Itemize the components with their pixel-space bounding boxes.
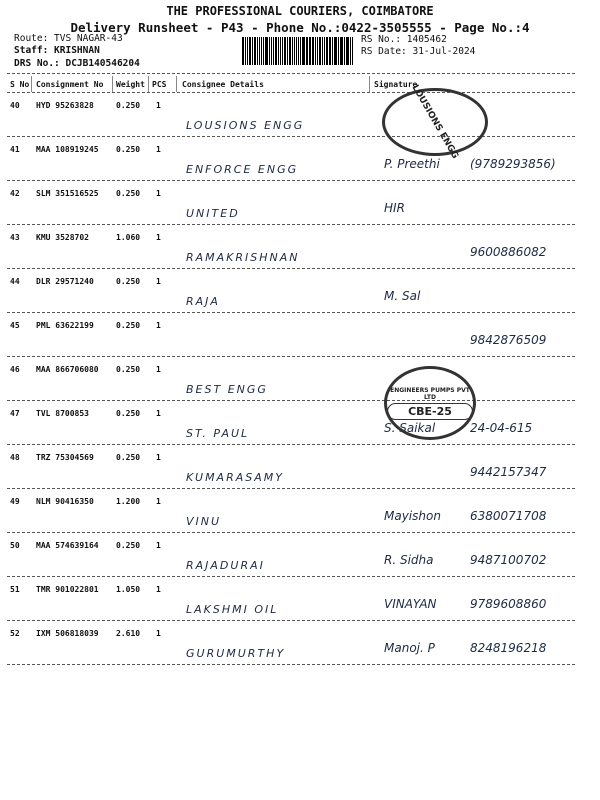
phone-handwriting: 9842876509 — [470, 333, 547, 347]
signature-handwriting: M. Sal — [384, 289, 421, 303]
row-pcs: 1 — [156, 145, 161, 154]
row-pcs: 1 — [156, 541, 161, 550]
consignee-handwriting: UNITED — [186, 207, 240, 220]
rs-number: RS No.: 1405462 — [361, 34, 447, 45]
table-row — [0, 533, 600, 577]
row-weight: 0.250 — [116, 145, 141, 154]
row-pcs: 1 — [156, 101, 161, 110]
row-consignment: DLR 29571240 — [36, 277, 94, 286]
row-weight: 0.250 — [116, 277, 141, 286]
company-stamp-top: ENGINEERS PUMPS PVT LTD — [390, 386, 470, 401]
table-row — [0, 137, 600, 181]
signature-handwriting: Manoj. P — [384, 641, 435, 655]
col-sno: S No — [10, 80, 30, 89]
signature-handwriting: P. Preethi — [384, 157, 440, 171]
row-weight: 0.250 — [116, 365, 141, 374]
signature-handwriting: S. Saikal — [384, 421, 436, 435]
table-row — [0, 313, 600, 357]
row-sno: 49 — [10, 497, 20, 506]
consignee-handwriting: RAJA — [186, 295, 220, 308]
row-sno: 47 — [10, 409, 20, 418]
route-label: Route: TVS NAGAR-43 — [14, 33, 123, 44]
row-consignment: MAA 108919245 — [36, 145, 99, 154]
consignee-handwriting: RAMAKRISHNAN — [186, 251, 300, 264]
phone-handwriting: 9442157347 — [470, 465, 547, 479]
table-row — [0, 225, 600, 269]
company-title: THE PROFESSIONAL COURIERS, COIMBATORE — [166, 4, 434, 18]
table-row — [0, 621, 600, 665]
row-sno: 52 — [10, 629, 20, 638]
row-weight: 1.060 — [116, 233, 141, 242]
lousions-stamp-text: LOUSIONS ENGG — [409, 83, 461, 161]
row-consignment: IXM 506818039 — [36, 629, 99, 638]
row-consignment: MAA 574639164 — [36, 541, 99, 550]
row-pcs: 1 — [156, 365, 161, 374]
row-pcs: 1 — [156, 497, 161, 506]
phone-handwriting: 9789608860 — [470, 597, 547, 611]
signature-handwriting: Mayishon — [384, 509, 441, 523]
phone-handwriting: (9789293856) — [470, 157, 556, 171]
consignee-handwriting: LAKSHMI OIL — [186, 603, 279, 616]
company-stamp-mid: CBE-25 — [387, 403, 473, 420]
row-sno: 40 — [10, 101, 20, 110]
table-row — [0, 93, 600, 137]
col-consignee: Consignee Details — [182, 80, 264, 89]
row-pcs: 1 — [156, 321, 161, 330]
table-row — [0, 269, 600, 313]
col-signature: Signature — [374, 80, 418, 89]
row-weight: 0.250 — [116, 321, 141, 330]
consignee-handwriting: LOUSIONS ENGG — [186, 119, 305, 132]
col-weight: Weight — [116, 80, 145, 89]
table-row — [0, 577, 600, 621]
consignee-handwriting: KUMARASAMY — [186, 471, 284, 484]
row-sno: 48 — [10, 453, 20, 462]
rs-date: RS Date: 31-Jul-2024 — [361, 46, 476, 57]
company-stamp — [384, 366, 476, 440]
signature-handwriting: VINAYAN — [384, 597, 437, 611]
row-consignment: HYD 95263828 — [36, 101, 94, 110]
row-pcs: 1 — [156, 189, 161, 198]
row-sno: 42 — [10, 189, 20, 198]
row-sno: 41 — [10, 145, 20, 154]
row-sno: 51 — [10, 585, 20, 594]
drs-label: DRS No.: DCJB140546204 — [14, 58, 140, 69]
signature-handwriting: HIR — [384, 201, 405, 215]
consignee-handwriting: VINU — [186, 515, 222, 528]
row-consignment: KMU 3528702 — [36, 233, 89, 242]
table-row — [0, 181, 600, 225]
row-weight: 2.610 — [116, 629, 141, 638]
row-consignment: TVL 8700853 — [36, 409, 89, 418]
row-pcs: 1 — [156, 409, 161, 418]
runsheet-title: Delivery Runsheet - P43 - Phone No.:0422-3505555 - Page No.:4 — [70, 20, 530, 35]
table-row — [0, 445, 600, 489]
consignee-handwriting: GURUMURTHY — [186, 647, 286, 660]
row-weight: 0.250 — [116, 541, 141, 550]
col-consignment: Consignment No — [36, 80, 104, 89]
row-pcs: 1 — [156, 629, 161, 638]
header-top-rule — [7, 73, 575, 74]
row-divider — [7, 664, 575, 665]
row-consignment: NLM 90416350 — [36, 497, 94, 506]
row-consignment: SLM 351516525 — [36, 189, 99, 198]
phone-handwriting: 9487100702 — [470, 553, 547, 567]
row-sno: 44 — [10, 277, 20, 286]
consignee-handwriting: RAJADURAI — [186, 559, 265, 572]
consignee-handwriting: ST. PAUL — [186, 427, 250, 440]
row-consignment: MAA 866706080 — [36, 365, 99, 374]
row-consignment: PML 63622199 — [36, 321, 94, 330]
phone-handwriting: 8248196218 — [470, 641, 547, 655]
row-pcs: 1 — [156, 585, 161, 594]
consignee-handwriting: BEST ENGG — [186, 383, 268, 396]
table-row — [0, 357, 600, 401]
col-pcs: PCS — [152, 80, 167, 89]
row-sno: 46 — [10, 365, 20, 374]
row-weight: 0.250 — [116, 101, 141, 110]
row-sno: 45 — [10, 321, 20, 330]
phone-handwriting: 9600886082 — [470, 245, 547, 259]
barcode — [242, 37, 354, 65]
row-weight: 0.250 — [116, 189, 141, 198]
phone-handwriting: 24-04-615 — [470, 421, 533, 435]
row-weight: 1.050 — [116, 585, 141, 594]
row-consignment: TRZ 75304569 — [36, 453, 94, 462]
row-pcs: 1 — [156, 233, 161, 242]
row-pcs: 1 — [156, 453, 161, 462]
row-consignment: TMR 901022801 — [36, 585, 99, 594]
row-sno: 43 — [10, 233, 20, 242]
table-row — [0, 489, 600, 533]
row-pcs: 1 — [156, 277, 161, 286]
row-weight: 0.250 — [116, 409, 141, 418]
row-sno: 50 — [10, 541, 20, 550]
signature-handwriting: R. Sidha — [384, 553, 434, 567]
row-weight: 0.250 — [116, 453, 141, 462]
staff-label: Staff: KRISHNAN — [14, 45, 100, 56]
consignee-handwriting: ENFORCE ENGG — [186, 163, 299, 176]
row-weight: 1.200 — [116, 497, 141, 506]
table-row — [0, 401, 600, 445]
phone-handwriting: 6380071708 — [470, 509, 547, 523]
